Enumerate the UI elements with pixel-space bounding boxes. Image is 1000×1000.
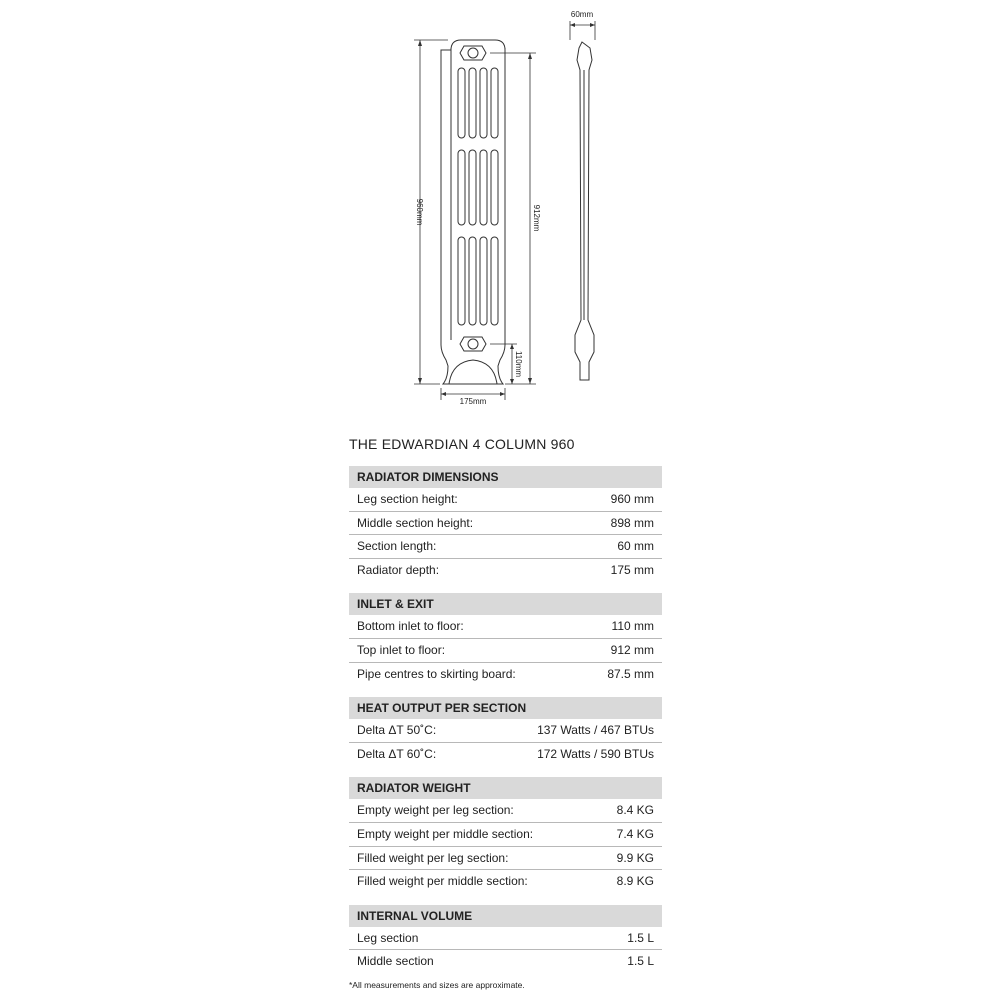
feet-arch [449, 360, 497, 384]
spec-label: Bottom inlet to floor: [357, 619, 464, 634]
spec-section [349, 593, 662, 685]
spec-row [349, 950, 662, 973]
bottom-inlet-circle [468, 339, 478, 349]
spec-section [349, 697, 662, 765]
spec-row [349, 719, 662, 743]
section-heading: RADIATOR WEIGHT [349, 777, 662, 799]
front-view-outline [441, 40, 505, 384]
spec-value: 8.4 KG [616, 803, 654, 818]
spec-row [349, 488, 662, 512]
footnote: *All measurements and sizes are approximate. [349, 980, 525, 990]
spec-row [349, 847, 662, 871]
spec-label: Middle section [357, 954, 434, 969]
spec-row [349, 743, 662, 766]
section-heading: RADIATOR DIMENSIONS [349, 466, 662, 488]
column-slots [458, 68, 498, 325]
spec-label: Leg section height: [357, 492, 458, 506]
spec-value: 110 mm [611, 619, 654, 634]
spec-value: 60 mm [617, 539, 654, 554]
spec-value: 137 Watts / 467 BTUs [537, 723, 654, 738]
spec-label: Delta ΔT 60˚C: [357, 746, 437, 761]
spec-row [349, 870, 662, 893]
spec-section [349, 777, 662, 892]
spec-section [349, 466, 662, 581]
spec-row [349, 535, 662, 559]
spec-value: 898 mm [610, 515, 654, 530]
spec-label: Delta ΔT 50˚C: [357, 723, 437, 738]
bottom-inlet-dimension-label: 110mm [514, 350, 523, 378]
spec-value: 87.5 mm [607, 666, 654, 681]
section-heading: INLET & EXIT [349, 593, 662, 615]
section-heading: HEAT OUTPUT PER SECTION [349, 697, 662, 719]
spec-label: Top inlet to floor: [357, 642, 446, 657]
spec-label: Empty weight per middle section: [357, 826, 534, 841]
spec-label: Middle section height: [357, 515, 474, 530]
spec-section [349, 905, 662, 973]
spec-value: 7.4 KG [616, 826, 654, 841]
section-heading: INTERNAL VOLUME [349, 905, 662, 927]
spec-value: 175 mm [610, 562, 654, 577]
spec-row [349, 559, 662, 582]
spec-row [349, 512, 662, 536]
spec-label: Empty weight per leg section: [357, 803, 514, 818]
spec-sections [349, 466, 662, 973]
spec-row [349, 823, 662, 847]
spec-row [349, 799, 662, 823]
width-dimension-label: 175mm [459, 397, 487, 406]
spec-label: Filled weight per middle section: [357, 874, 528, 889]
inlet-height-dimension-label: 912mm [532, 204, 541, 232]
spec-value: 172 Watts / 590 BTUs [537, 746, 654, 761]
spec-row [349, 927, 662, 951]
spec-value: 1.5 L [627, 954, 654, 969]
spec-row [349, 639, 662, 663]
spec-value: 1.5 L [627, 930, 654, 945]
product-title: THE EDWARDIAN 4 COLUMN 960 [349, 436, 575, 452]
depth-dimension-label: 60mm [570, 10, 594, 19]
spec-label: Filled weight per leg section: [357, 850, 509, 865]
spec-value: 9.9 KG [616, 850, 654, 865]
spec-label: Pipe centres to skirting board: [357, 666, 516, 681]
spec-label: Section length: [357, 539, 437, 554]
spec-row [349, 615, 662, 639]
radiator-technical-drawing [0, 0, 1000, 420]
spec-label: Radiator depth: [357, 562, 440, 577]
spec-label: Leg section [357, 930, 419, 945]
spec-sheet [349, 436, 662, 985]
spec-row [349, 663, 662, 686]
spec-value: 8.9 KG [616, 874, 654, 889]
total-height-dimension-label: 960mm [415, 198, 424, 226]
spec-value: 960 mm [610, 492, 654, 506]
spec-value: 912 mm [610, 642, 654, 657]
top-inlet-circle [468, 48, 478, 58]
